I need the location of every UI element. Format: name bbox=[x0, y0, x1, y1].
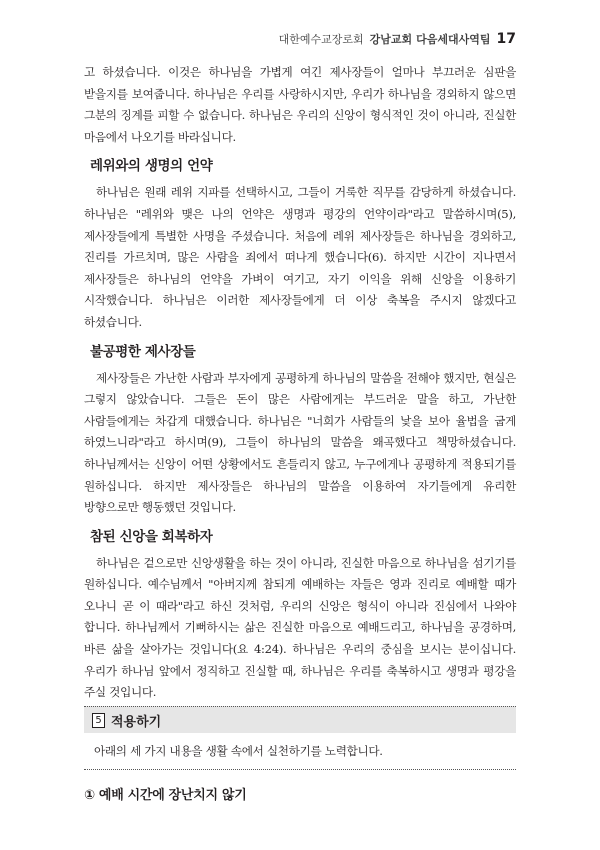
apply-heading-bar bbox=[84, 706, 516, 733]
running-header bbox=[279, 31, 516, 47]
section-title-unfair-priests: 불공평한 제사장들 bbox=[90, 343, 196, 360]
apply-description: 아래의 세 가지 내용을 생활 속에서 실천하기를 노력합니다. bbox=[84, 733, 516, 770]
apply-title: 적용하기 bbox=[111, 714, 162, 730]
intro-paragraph: 고 하셨습니다. 이것은 하나님을 가볍게 여긴 제사장들이 얼마나 부끄러운 심판을 받을지를 보여줍니다. 하나님은 우리를 사랑하시지만, 우리가 하나님을 경외하지 않으면 그분의 징계를 피할 수 없습니다. 하나님은 우리의 신앙이 형식적인 것이 아니라, 진실한 마음에서 나오기를 바라십니다. bbox=[84, 65, 516, 144]
body-content bbox=[84, 62, 516, 704]
header-denomination: 대한예수교장로회 bbox=[278, 33, 364, 46]
section-text-restore-faith: 하나님은 겉으로만 신앙생활을 하는 것이 아니라, 진실한 마음으로 하나님을 섬기기를 원하십니다. 예수님께서 "아버지께 참되게 예배하는 자들은 영과 진리로 예배할 때가 오나니 곧 이 때라"라고 하신 것처럼, 우리의 신앙은 형식이 아니라 진심에서 나와야 합니다. 하나님께서 기뻐하시는 삶은 진실한 마음으로 예배드리고, 하나님을 공경하며, 바른 삶을 살아가는 것입니다(요 4:24). 하나님은 우리의 중심을 보시는 분이십니다. 우리가 하나님 앞에서 정직하고 진실할 때, 하나님은 우리를 축복하시고 생명과 평강을 주실 것입니다. bbox=[84, 555, 516, 700]
section-text-unfair-priests: 제사장들은 가난한 사람과 부자에게 공평하게 하나님의 말씀을 전해야 했지만, 현실은 그렇지 않았습니다. 그들은 돈이 많은 사람에게는 부드러운 말을 하고, 가난한 사람들에게는 차갑게 대했습니다. 하나님은 "너희가 사람들의 낯을 보아 율법을 굽게 하였느니라"라고 하시며(9), 그들이 하나님의 말씀을 왜곡했다고 책망하셨습니다. 하나님께서는 신앙이 어떤 상황에서도 흔들리지 않고, 누구에게나 공평하게 적용되기를 원하십니다. 하지만 제사장들은 하나님의 말씀을 이용하여 자기들에게 유리한 방향으로만 행동했던 것입니다. bbox=[84, 370, 516, 515]
apply-item-1: ① 예배 시간에 장난치지 않기 bbox=[84, 788, 247, 803]
section-text-levi-covenant: 하나님은 원래 레위 지파를 선택하시고, 그들이 거룩한 직무를 감당하게 하셨습니다. 하나님은 "레위와 맺은 나의 언약은 생명과 평강의 언약이라"라고 말씀하시며(5), 제사장들에게 특별한 사명을 주셨습니다. 처음에 레위 제사장들은 하나님을 경외하고, 진리를 가르치며, 많은 사람을 죄에서 떠나게 했습니다(6). 하지만 시간이 지나면서 제사장들은 하나님의 언약을 가벼이 여기고, 자기 이익을 위해 신앙을 이용하기 시작했습니다. 하나님은 이러한 제사장들에게 더 이상 축복을 주시지 않겠다고 하셨습니다. bbox=[84, 185, 516, 329]
header-team: 다음세대사역팀 bbox=[416, 33, 491, 46]
section-title-levi-covenant: 레위와의 생명의 언약 bbox=[90, 158, 213, 175]
section-title-restore-faith: 참된 신앙을 회복하자 bbox=[90, 528, 213, 545]
apply-number-badge: 5 bbox=[92, 713, 105, 728]
page-number: 17 bbox=[496, 31, 516, 47]
apply-section bbox=[84, 706, 516, 803]
header-church: 강남교회 bbox=[369, 33, 413, 46]
